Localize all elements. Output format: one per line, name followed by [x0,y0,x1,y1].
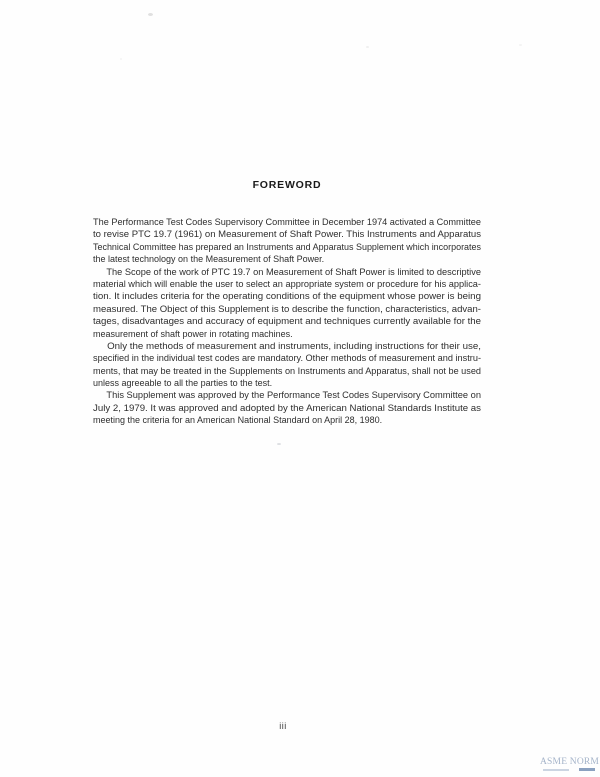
text-line: measured. The Object of this Supplement is to describe the function, characteristics, advan- [93,303,481,314]
text-line: tion. It includes criteria for the operating conditions of the equipment whose power is being [93,291,481,302]
text-line: the latest technology on the Measurement of Shaft Power. [93,254,325,265]
scan-artifact [120,58,122,60]
text-line: tages, disadvantages and accuracy of equipment and techniques currently available for the [93,316,481,327]
text-line: This Supplement was approved by the Performance Test Codes Supervisory Committee on [106,390,481,401]
text-line: meeting the criteria for an American National Standard on April 28, 1980. [93,415,383,426]
scan-artifact [277,443,281,445]
text-line: material which will enable the user to select an appropriate system or procedure for his applica- [93,278,481,289]
page-number: iii [279,721,287,731]
foreword-title: FOREWORD [252,179,322,191]
text-line: The Performance Test Codes Supervisory Committee in December 1974 activated a Committee [93,217,481,227]
paragraph [93,340,481,390]
text-line: July 2, 1979. It was approved and adopted by the American National Standards Institute as [93,402,481,413]
scan-artifact [519,44,522,46]
watermark-subtext [540,768,598,771]
text-line: Technical Committee has prepared an Instruments and Apparatus Supplement which incorporates [93,241,481,252]
text-line: The Scope of the work of PTC 19.7 on Measurement of Shaft Power is limited to descriptive [106,266,482,277]
text-line: measurement of shaft power in rotating machines. [93,328,293,339]
scan-artifact [148,13,153,16]
foreword-paragraphs [93,216,481,427]
watermark-text: ASME NORM [540,757,600,767]
text-line: specified in the individual test codes are mandatory. Other methods of measurement and instru- [93,353,482,364]
text-line: unless agreeable to all the parties to the test. [93,378,273,389]
text-line: ments, that may be treated in the Supplements on Instruments and Apparatus, shall not be used [93,365,481,376]
text-line: Only the methods of measurement and instruments, including instructions for their use, [107,340,481,351]
watermark [540,757,598,771]
scan-artifact [366,46,369,48]
paragraph [93,389,481,426]
paragraph [93,266,481,340]
watermark-logo-mark [579,768,595,771]
watermark-microtext-line [543,769,569,771]
text-line: to revise PTC 19.7 (1961) on Measurement of Shaft Power. This Instruments and Apparatus [93,229,481,240]
paragraph [93,216,481,266]
